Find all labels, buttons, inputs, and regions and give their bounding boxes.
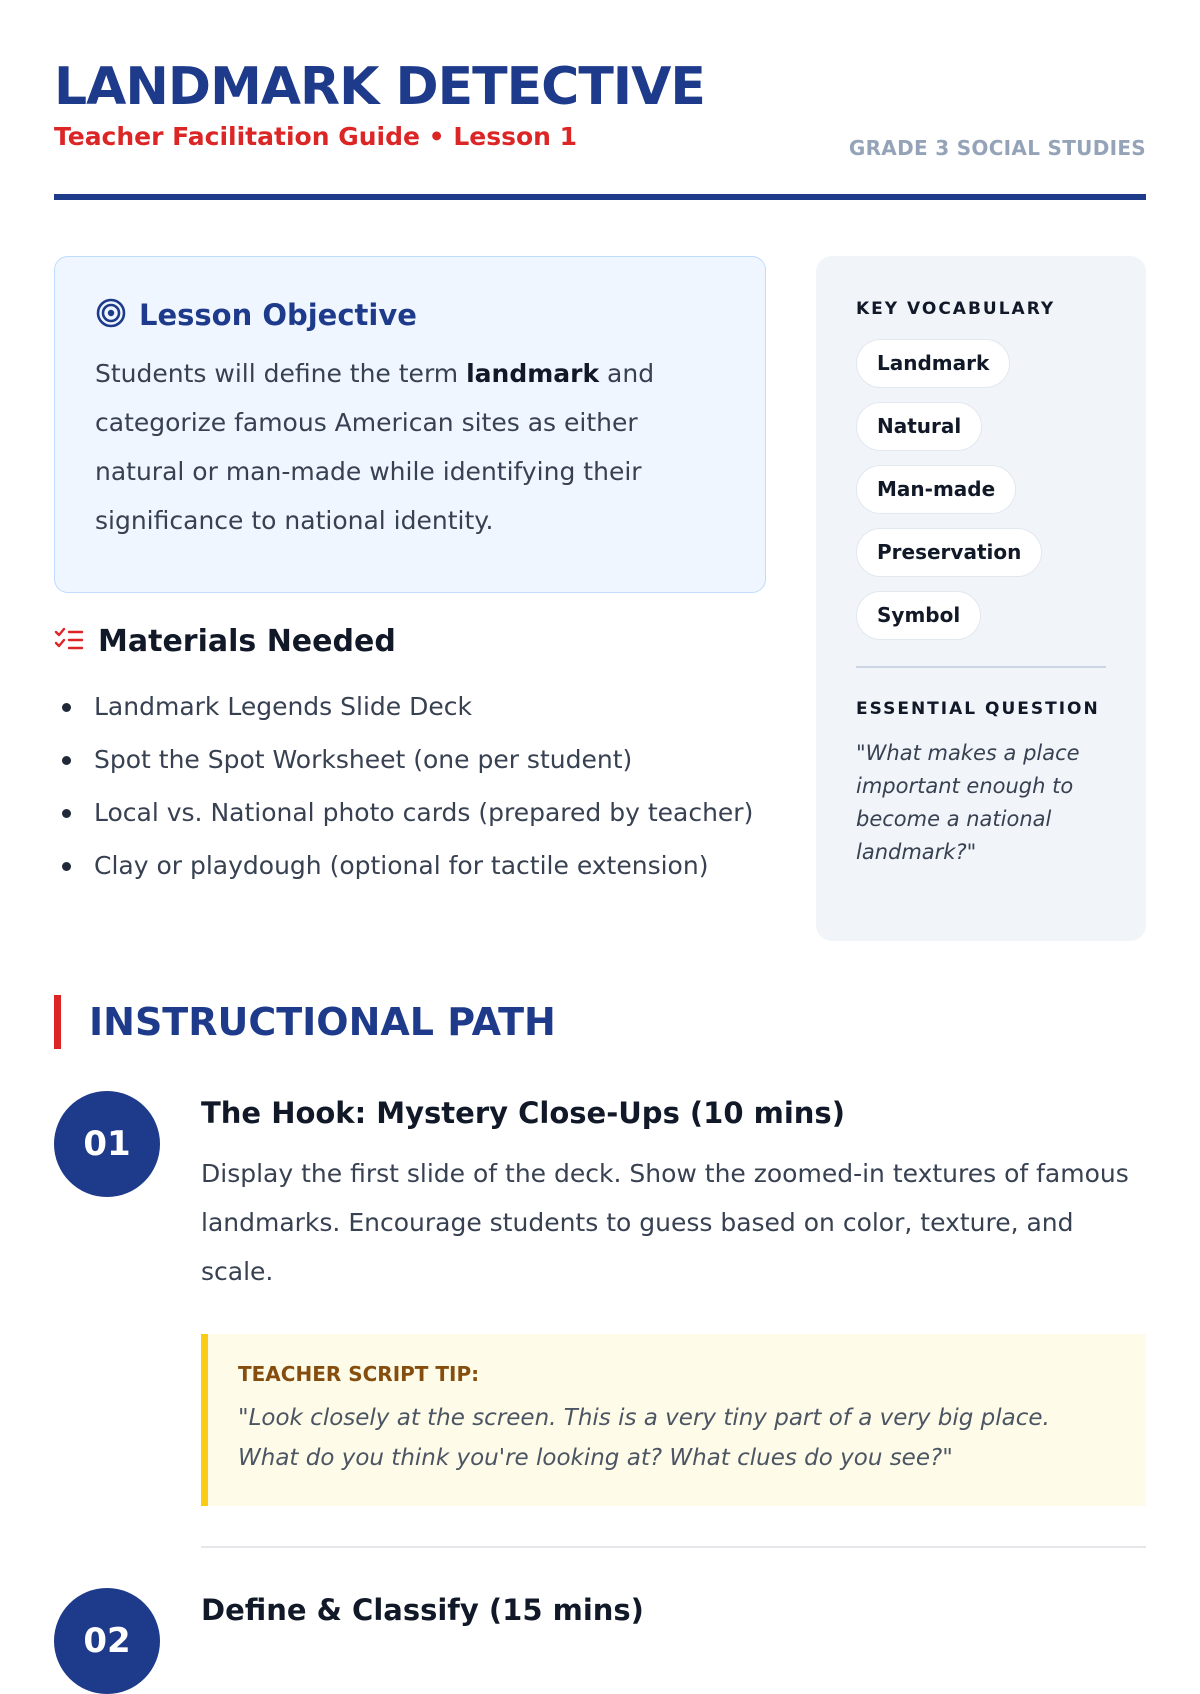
list-item: Landmark Legends Slide Deck: [54, 683, 774, 730]
essential-question-label: ESSENTIAL QUESTION: [856, 698, 1100, 719]
vocab-chip: Symbol: [856, 591, 981, 640]
vocab-chip: Preservation: [856, 528, 1042, 577]
target-icon: [95, 297, 127, 333]
page-header: [54, 0, 1146, 200]
step-description: Display the first slide of the deck. Show the zoomed-in textures of famous landmarks. Encourage students to guess based on color, texture, and scale.: [201, 1159, 1129, 1286]
vocab-chip: Man-made: [856, 465, 1016, 514]
page-subtitle: Teacher Facilitation Guide • Lesson 1: [54, 122, 578, 151]
step-1: [54, 1091, 1146, 1506]
step-2: [54, 1588, 1146, 1661]
objective-text: Students will define the term landmark and categorize famous American sites as either natural or man-made while identifying their significance to national identity.: [95, 359, 655, 535]
sidebar-divider: [856, 666, 1106, 668]
instructional-path-title: INSTRUCTIONAL PATH: [89, 1000, 556, 1044]
list-item: Clay or playdough (optional for tactile extension): [54, 842, 774, 889]
objective-keyword: landmark: [466, 359, 600, 388]
vocab-chip: Landmark: [856, 339, 1010, 388]
teacher-tip-box: [201, 1334, 1146, 1506]
grade-label: GRADE 3 SOCIAL STUDIES: [848, 136, 1146, 160]
tip-label: TEACHER SCRIPT TIP:: [238, 1362, 480, 1386]
step-title: The Hook: Mystery Close-Ups (10 mins): [201, 1096, 845, 1130]
materials-section: [54, 624, 774, 895]
page-title: LANDMARK DETECTIVE: [54, 57, 705, 117]
list-item: Local vs. National photo cards (prepared by teacher): [54, 789, 774, 836]
tip-text: "Look closely at the screen. This is a very tiny part of a very big place. What do you think you're looking at? What clues do you see?": [238, 1405, 1050, 1471]
materials-header: [54, 624, 774, 659]
checklist-icon: [54, 627, 84, 657]
vocab-chip: Natural: [856, 402, 982, 451]
step-number: 02: [54, 1588, 160, 1694]
vocab-chips: [856, 339, 1106, 640]
materials-title: Materials Needed: [98, 624, 396, 659]
essential-question-text: "What makes a place important enough to become a national landmark?": [856, 740, 1080, 864]
sidebar: [816, 256, 1146, 941]
objective-header: [95, 297, 725, 333]
instructional-path-header: [54, 995, 1146, 1049]
list-item: Spot the Spot Worksheet (one per student): [54, 736, 774, 783]
top-section: [54, 256, 1146, 941]
step-title: Define & Classify (15 mins): [201, 1592, 644, 1627]
materials-list: [54, 683, 774, 889]
step-number: 01: [54, 1091, 160, 1197]
vocab-label: KEY VOCABULARY: [856, 299, 1056, 319]
objective-title: Lesson Objective: [139, 298, 417, 332]
step-divider: [201, 1546, 1146, 1548]
lesson-objective-card: [54, 256, 766, 593]
